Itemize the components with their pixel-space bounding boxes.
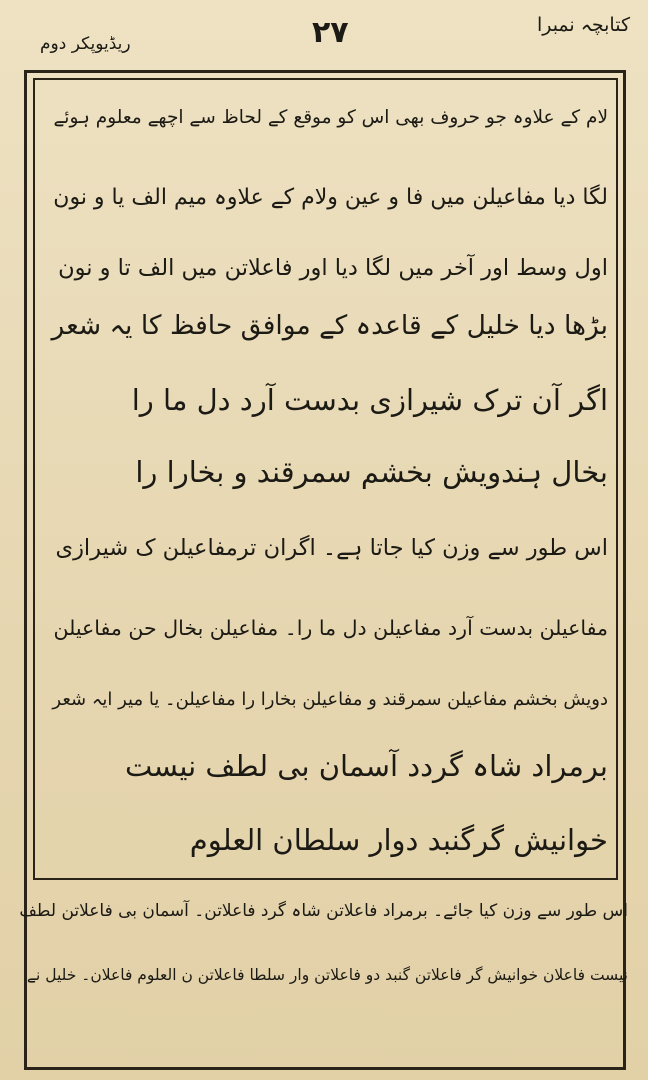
radio-lecture-header: ریڈیوپکر دوم bbox=[40, 34, 131, 54]
body-line-1: لام کے علاوہ جو حروف بھی اس کو موقع کے لحاظ سے اچھے معلوم ہوئے bbox=[53, 107, 608, 128]
footer-line-1: اس طور سے وزن کیا جائے۔ برمراد فاعلاتن شاہ گرد فاعلاتن۔ آسمان بی فاعلاتن لطف bbox=[19, 901, 628, 921]
body-line-4: بڑھا دیا خلیل کے قاعدہ کے موافق حافظ کا یہ شعر bbox=[51, 310, 608, 341]
verse-line-1: اگر آن ترک شیرازی بدست آرد دل ما را bbox=[131, 383, 608, 417]
verse-line-2: بخال ہندویش بخشم سمرقند و بخارا را bbox=[135, 455, 608, 489]
footer-line-2: نیست فاعلان خوانیش گر فاعلاتن گنبد دو فاعلاتن وار سلطا فاعلاتن ن العلوم فاعلان۔ خلیل نے bbox=[26, 966, 628, 984]
body-line-7: دویش بخشم مفاعیلن سمرقند و مفاعیلن بخارا را مفاعیلن۔ یا میر ایہ شعر bbox=[52, 689, 608, 710]
verse-line-4: خوانیش گرگنبد دوار سلطان العلوم bbox=[189, 823, 608, 857]
booklet-number-header: کتابچہ نمبرا bbox=[536, 14, 630, 36]
body-line-6: مفاعیلن بدست آرد مفاعیلن دل ما را۔ مفاعیلن بخال حن مفاعیلن bbox=[53, 616, 608, 640]
verse-line-3: برمراد شاہ گردد آسمان بی لطف نیست bbox=[125, 749, 608, 783]
body-line-2: لگا دیا مفاعیلن میں فا و عین ولام کے علاوہ میم الف یا و نون bbox=[53, 185, 608, 210]
body-line-5: اس طور سے وزن کیا جاتا ہے۔ اگران ترمفاعیلن ک شیرازی bbox=[55, 535, 608, 561]
page-number: ۲۷ bbox=[312, 15, 349, 50]
body-line-3: اول وسط اور آخر میں لگا دیا اور فاعلاتن میں الف تا و نون bbox=[58, 255, 608, 281]
